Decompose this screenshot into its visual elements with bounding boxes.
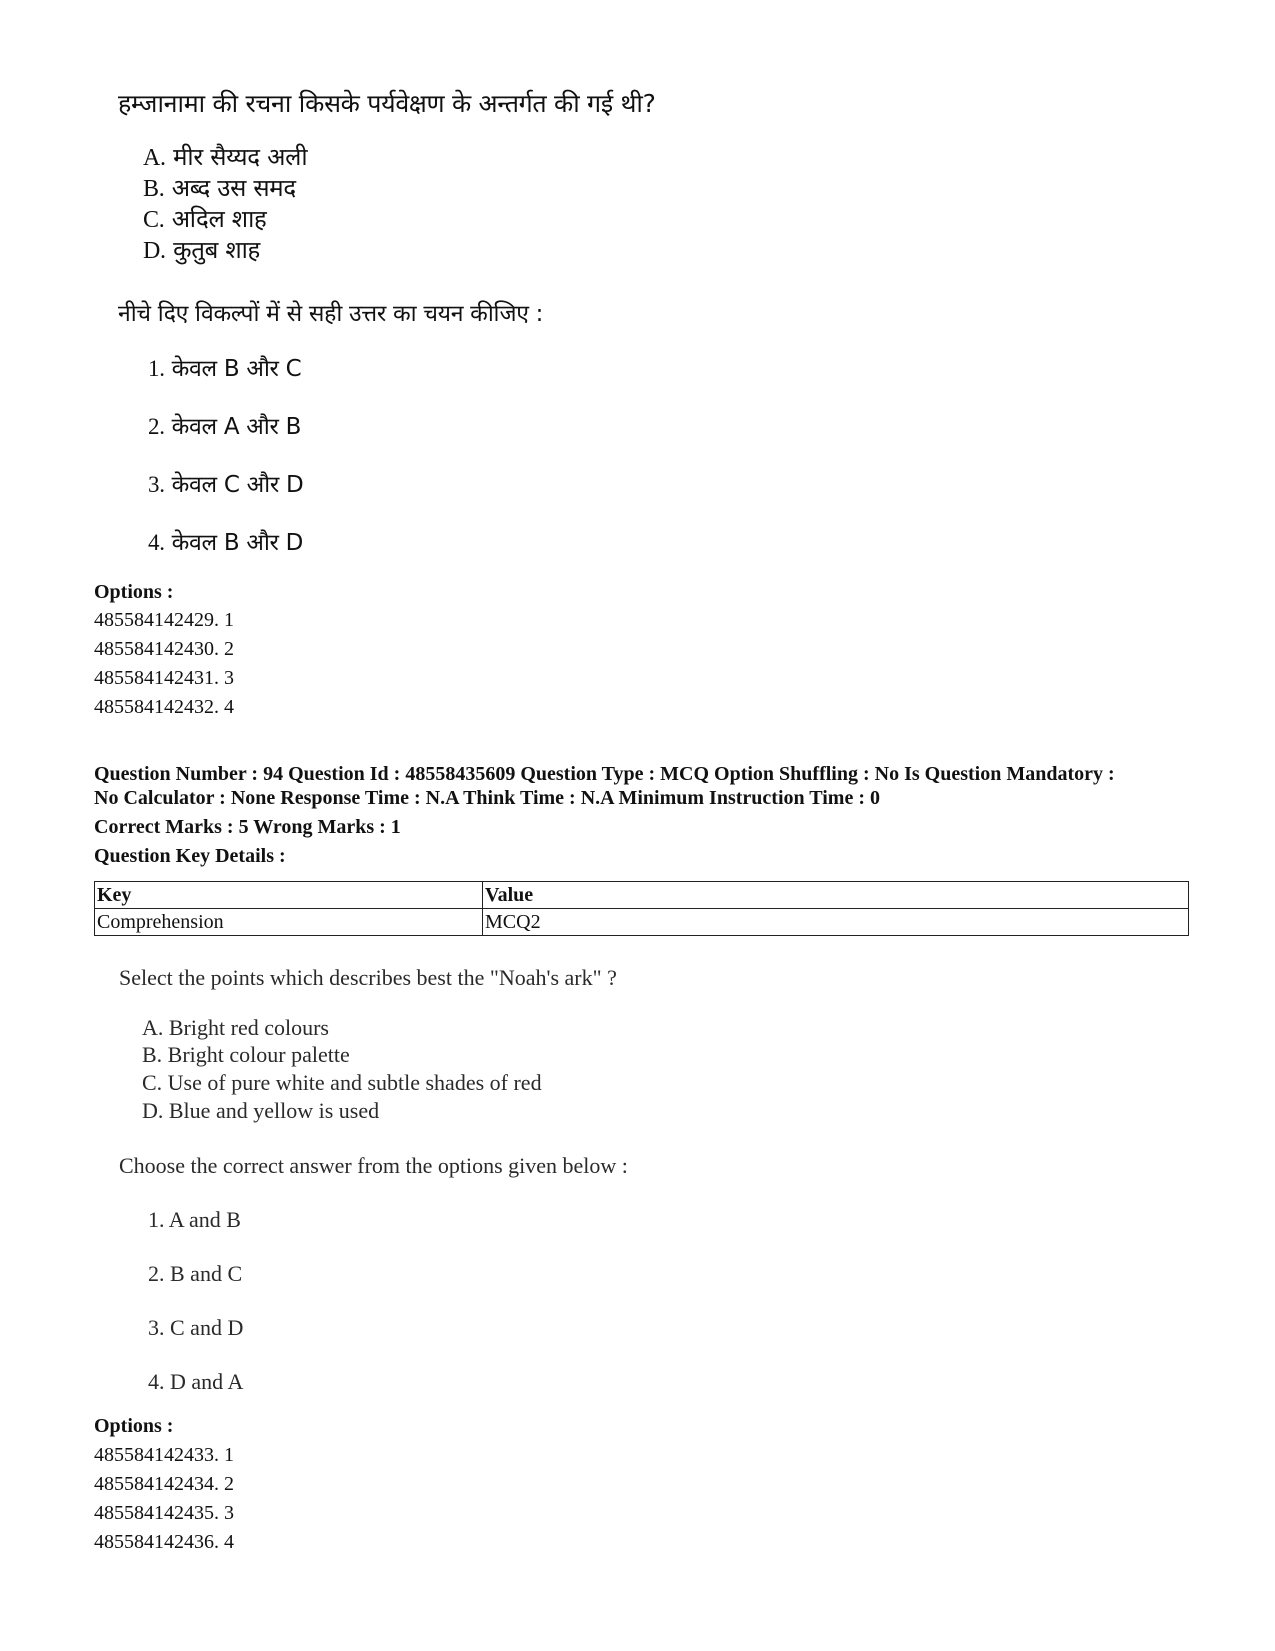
q2-statement-c: C. Use of pure white and subtle shades of red: [142, 1070, 542, 1095]
q1-statement-d: D. कुतुब शाह: [143, 236, 261, 264]
q2-header-line1: Question Number : 94 Question Id : 48558435609 Question Type : MCQ Option Shuffling : No Is Question Mandatory :: [94, 763, 1115, 785]
q2-option-1: 485584142433. 1: [94, 1444, 234, 1466]
q2-key-details-label: Question Key Details :: [94, 845, 286, 867]
q2-statement-a: A. Bright red colours: [142, 1015, 329, 1040]
q1-choice-3: 3. केवल C और D: [148, 472, 304, 498]
q1-statement-a: A. मीर सैय्यद अली: [143, 143, 308, 171]
value-cell: MCQ2: [483, 909, 1189, 936]
q2-choice-1: 1. A and B: [148, 1207, 241, 1232]
key-header-cell: Key: [95, 882, 483, 909]
q1-instruction: नीचे दिए विकल्पों में से सही उत्तर का चयन कीजिए :: [118, 301, 544, 327]
q2-statement-d: D. Blue and yellow is used: [142, 1098, 380, 1123]
q1-options-label: Options :: [94, 581, 174, 603]
q2-instruction: Choose the correct answer from the options given below :: [119, 1153, 628, 1178]
q1-choice-2: 2. केवल A और B: [148, 414, 302, 440]
q2-options-label: Options :: [94, 1415, 174, 1437]
q2-option-4: 485584142436. 4: [94, 1531, 234, 1553]
q2-option-3: 485584142435. 3: [94, 1502, 234, 1524]
key-cell: Comprehension: [95, 909, 483, 936]
q2-choice-2: 2. B and C: [148, 1261, 243, 1286]
q1-option-3: 485584142431. 3: [94, 667, 234, 689]
q2-statement-b: B. Bright colour palette: [142, 1042, 350, 1067]
value-header-cell: Value: [483, 882, 1189, 909]
q1-option-4: 485584142432. 4: [94, 696, 234, 718]
q2-marks: Correct Marks : 5 Wrong Marks : 1: [94, 816, 401, 838]
key-table-header-row: [95, 882, 1189, 909]
q2-header-line2: No Calculator : None Response Time : N.A Think Time : N.A Minimum Instruction Time : 0: [94, 787, 880, 809]
key-table-row: [95, 909, 1189, 936]
q2-option-2: 485584142434. 2: [94, 1473, 234, 1495]
q1-choice-4: 4. केवल B और D: [148, 530, 304, 556]
q1-statement-b: B. अब्द उस समद: [143, 174, 296, 202]
q1-option-1: 485584142429. 1: [94, 609, 234, 631]
q1-choice-1: 1. केवल B और C: [148, 356, 302, 382]
q2-key-table: [94, 881, 1189, 936]
q1-option-2: 485584142430. 2: [94, 638, 234, 660]
q2-stem: Select the points which describes best the "Noah's ark" ?: [119, 965, 617, 990]
q2-choice-3: 3. C and D: [148, 1315, 244, 1340]
q2-choice-4: 4. D and A: [148, 1369, 244, 1394]
q1-statement-c: C. अदिल शाह: [143, 205, 267, 233]
q1-stem: हम्जानामा की रचना किसके पर्यवेक्षण के अन्तर्गत की गई थी?: [118, 89, 656, 118]
